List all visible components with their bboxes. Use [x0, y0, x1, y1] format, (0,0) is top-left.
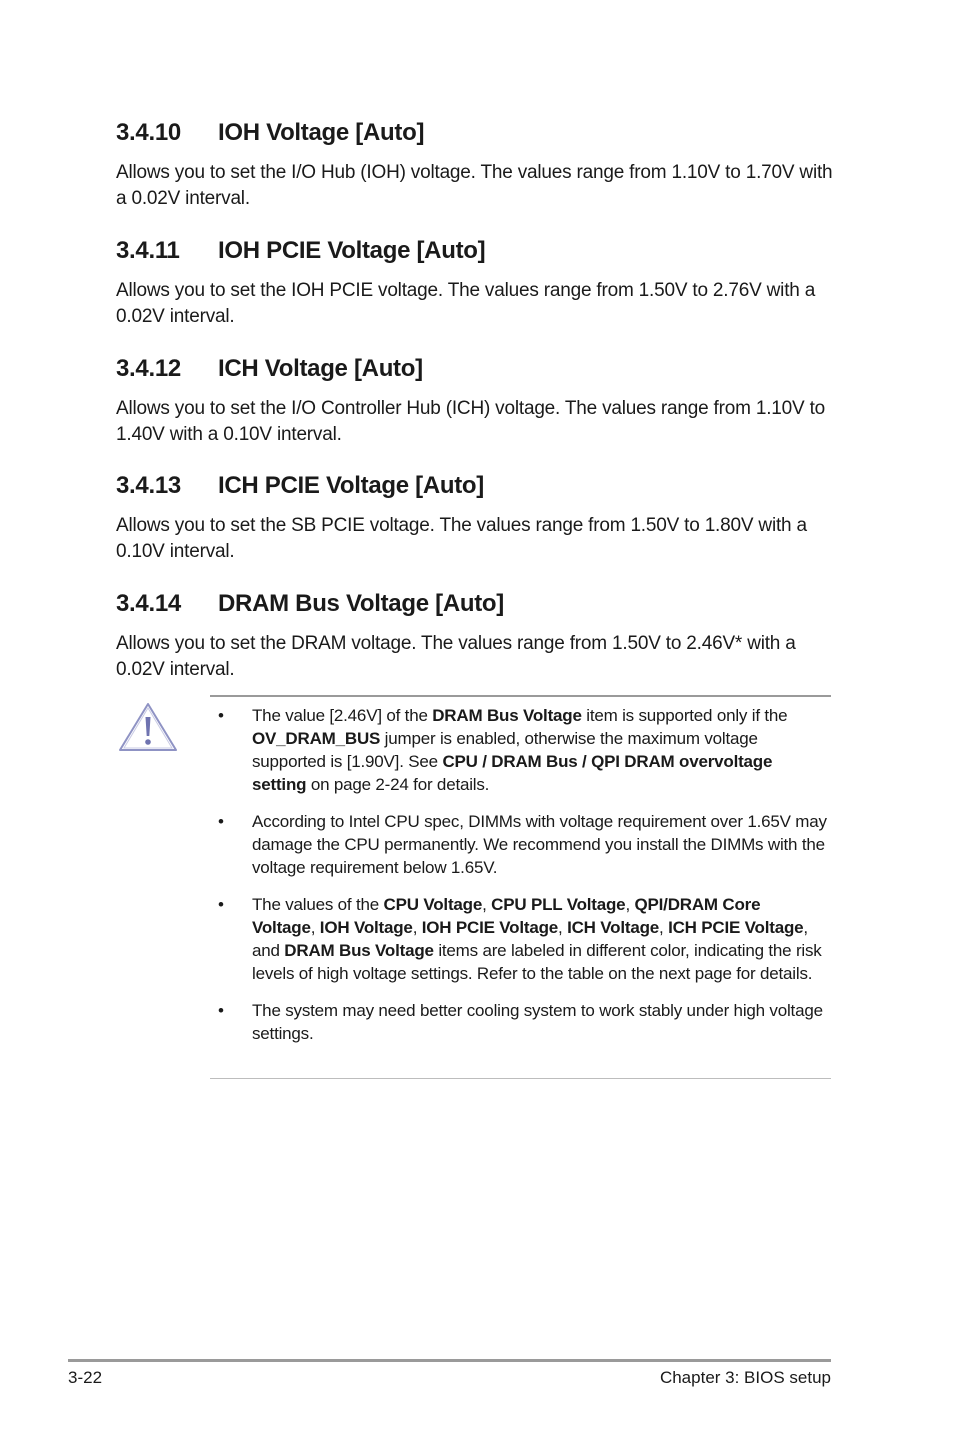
section-heading [116, 355, 836, 383]
section-title: ICH Voltage [Auto] [218, 355, 423, 382]
section-number: 3.4.13 [116, 472, 181, 499]
section-body: Allows you to set the I/O Hub (IOH) voltage. The values range from 1.10V to 1.70V with a 0.02V interval. [116, 162, 833, 209]
section-body: Allows you to set the SB PCIE voltage. The values range from 1.50V to 1.80V with a 0.10V interval. [116, 515, 807, 562]
section-number: 3.4.11 [116, 237, 180, 264]
note-bold-term: CPU PLL Voltage [491, 895, 626, 914]
section-3-4-11 [116, 237, 836, 330]
note-bold-term: CPU Voltage [383, 895, 483, 914]
note-text: jumper is enabled, otherwise the maximum voltage supported is [1.90V]. See [252, 729, 758, 771]
section-3-4-13 [116, 472, 836, 565]
note-separator: , [659, 918, 669, 937]
note-bold-term: OV_DRAM_BUS [252, 729, 381, 748]
note-separator: , and [252, 918, 808, 960]
section-heading [116, 237, 836, 265]
section-3-4-14 [116, 590, 836, 683]
note-text: The values of the [252, 895, 384, 914]
bullet: • [218, 812, 224, 831]
bullet: • [218, 1001, 224, 1020]
section-number: 3.4.10 [116, 119, 181, 146]
chapter-title: Chapter 3: BIOS setup [659, 1368, 831, 1387]
section-title: ICH PCIE Voltage [Auto] [218, 472, 484, 499]
section-title: IOH Voltage [Auto] [218, 119, 425, 146]
note-bold-term: CPU / DRAM Bus / QPI DRAM overvoltage setting [252, 752, 773, 794]
note-text: items are labeled in different color, indicating the risk levels of high voltage settings. Refer to the table on the next page for details. [252, 941, 822, 983]
section-body: Allows you to set the DRAM voltage. The values range from 1.50V to 2.46V* with a 0.02V interval. [116, 633, 796, 680]
section-number: 3.4.14 [116, 590, 181, 617]
note-separator: , [625, 895, 635, 914]
note-text: item is supported only if the [581, 706, 788, 725]
caution-note-list [218, 704, 828, 1059]
note-separator: , [412, 918, 422, 937]
section-title: IOH PCIE Voltage [Auto] [218, 237, 486, 264]
section-heading [116, 590, 836, 618]
note-bold-term: ICH PCIE Voltage [668, 918, 804, 937]
note-item-voltage-colors [218, 893, 828, 985]
note-text: According to Intel CPU spec, DIMMs with voltage requirement over 1.65V may damage the CPU permanently. We recommend you install the DIMMs with the voltage requirement below 1.65V. [252, 812, 827, 877]
bullet: • [218, 895, 224, 914]
section-heading [116, 119, 836, 147]
footer-rule [68, 1359, 831, 1362]
section-body: Allows you to set the IOH PCIE voltage. The values range from 1.50V to 2.76V with a 0.02V interval. [116, 280, 816, 327]
section-3-4-12 [116, 355, 836, 448]
section-title: DRAM Bus Voltage [Auto] [218, 590, 504, 617]
note-item-cooling [218, 999, 828, 1045]
section-body: Allows you to set the I/O Controller Hub (ICH) voltage. The values range from 1.10V to 1.40V with a 0.10V interval. [116, 398, 826, 445]
note-item-intel-spec [218, 810, 828, 879]
note-bold-term: DRAM Bus Voltage [432, 706, 582, 725]
note-bold-term: IOH Voltage [319, 918, 413, 937]
note-bold-term: QPI/DRAM Core Voltage [252, 895, 761, 937]
section-3-4-10 [116, 119, 836, 212]
section-heading [116, 472, 836, 500]
bullet: • [218, 706, 224, 725]
page-number: 3-22 [68, 1368, 103, 1387]
note-text: The system may need better cooling system to work stably under high voltage settings. [252, 1001, 823, 1043]
note-item-dram-bus [218, 704, 828, 796]
note-text: The value [2.46V] of the [252, 706, 433, 725]
note-bold-term: IOH PCIE Voltage [421, 918, 559, 937]
note-text: on page 2-24 for details. [306, 775, 490, 794]
note-bold-term: DRAM Bus Voltage [284, 941, 434, 960]
note-separator: , [482, 895, 492, 914]
note-separator: , [310, 918, 320, 937]
note-bold-term: ICH Voltage [567, 918, 660, 937]
note-separator: , [558, 918, 568, 937]
section-number: 3.4.12 [116, 355, 181, 382]
warning-triangle-icon [118, 702, 178, 752]
